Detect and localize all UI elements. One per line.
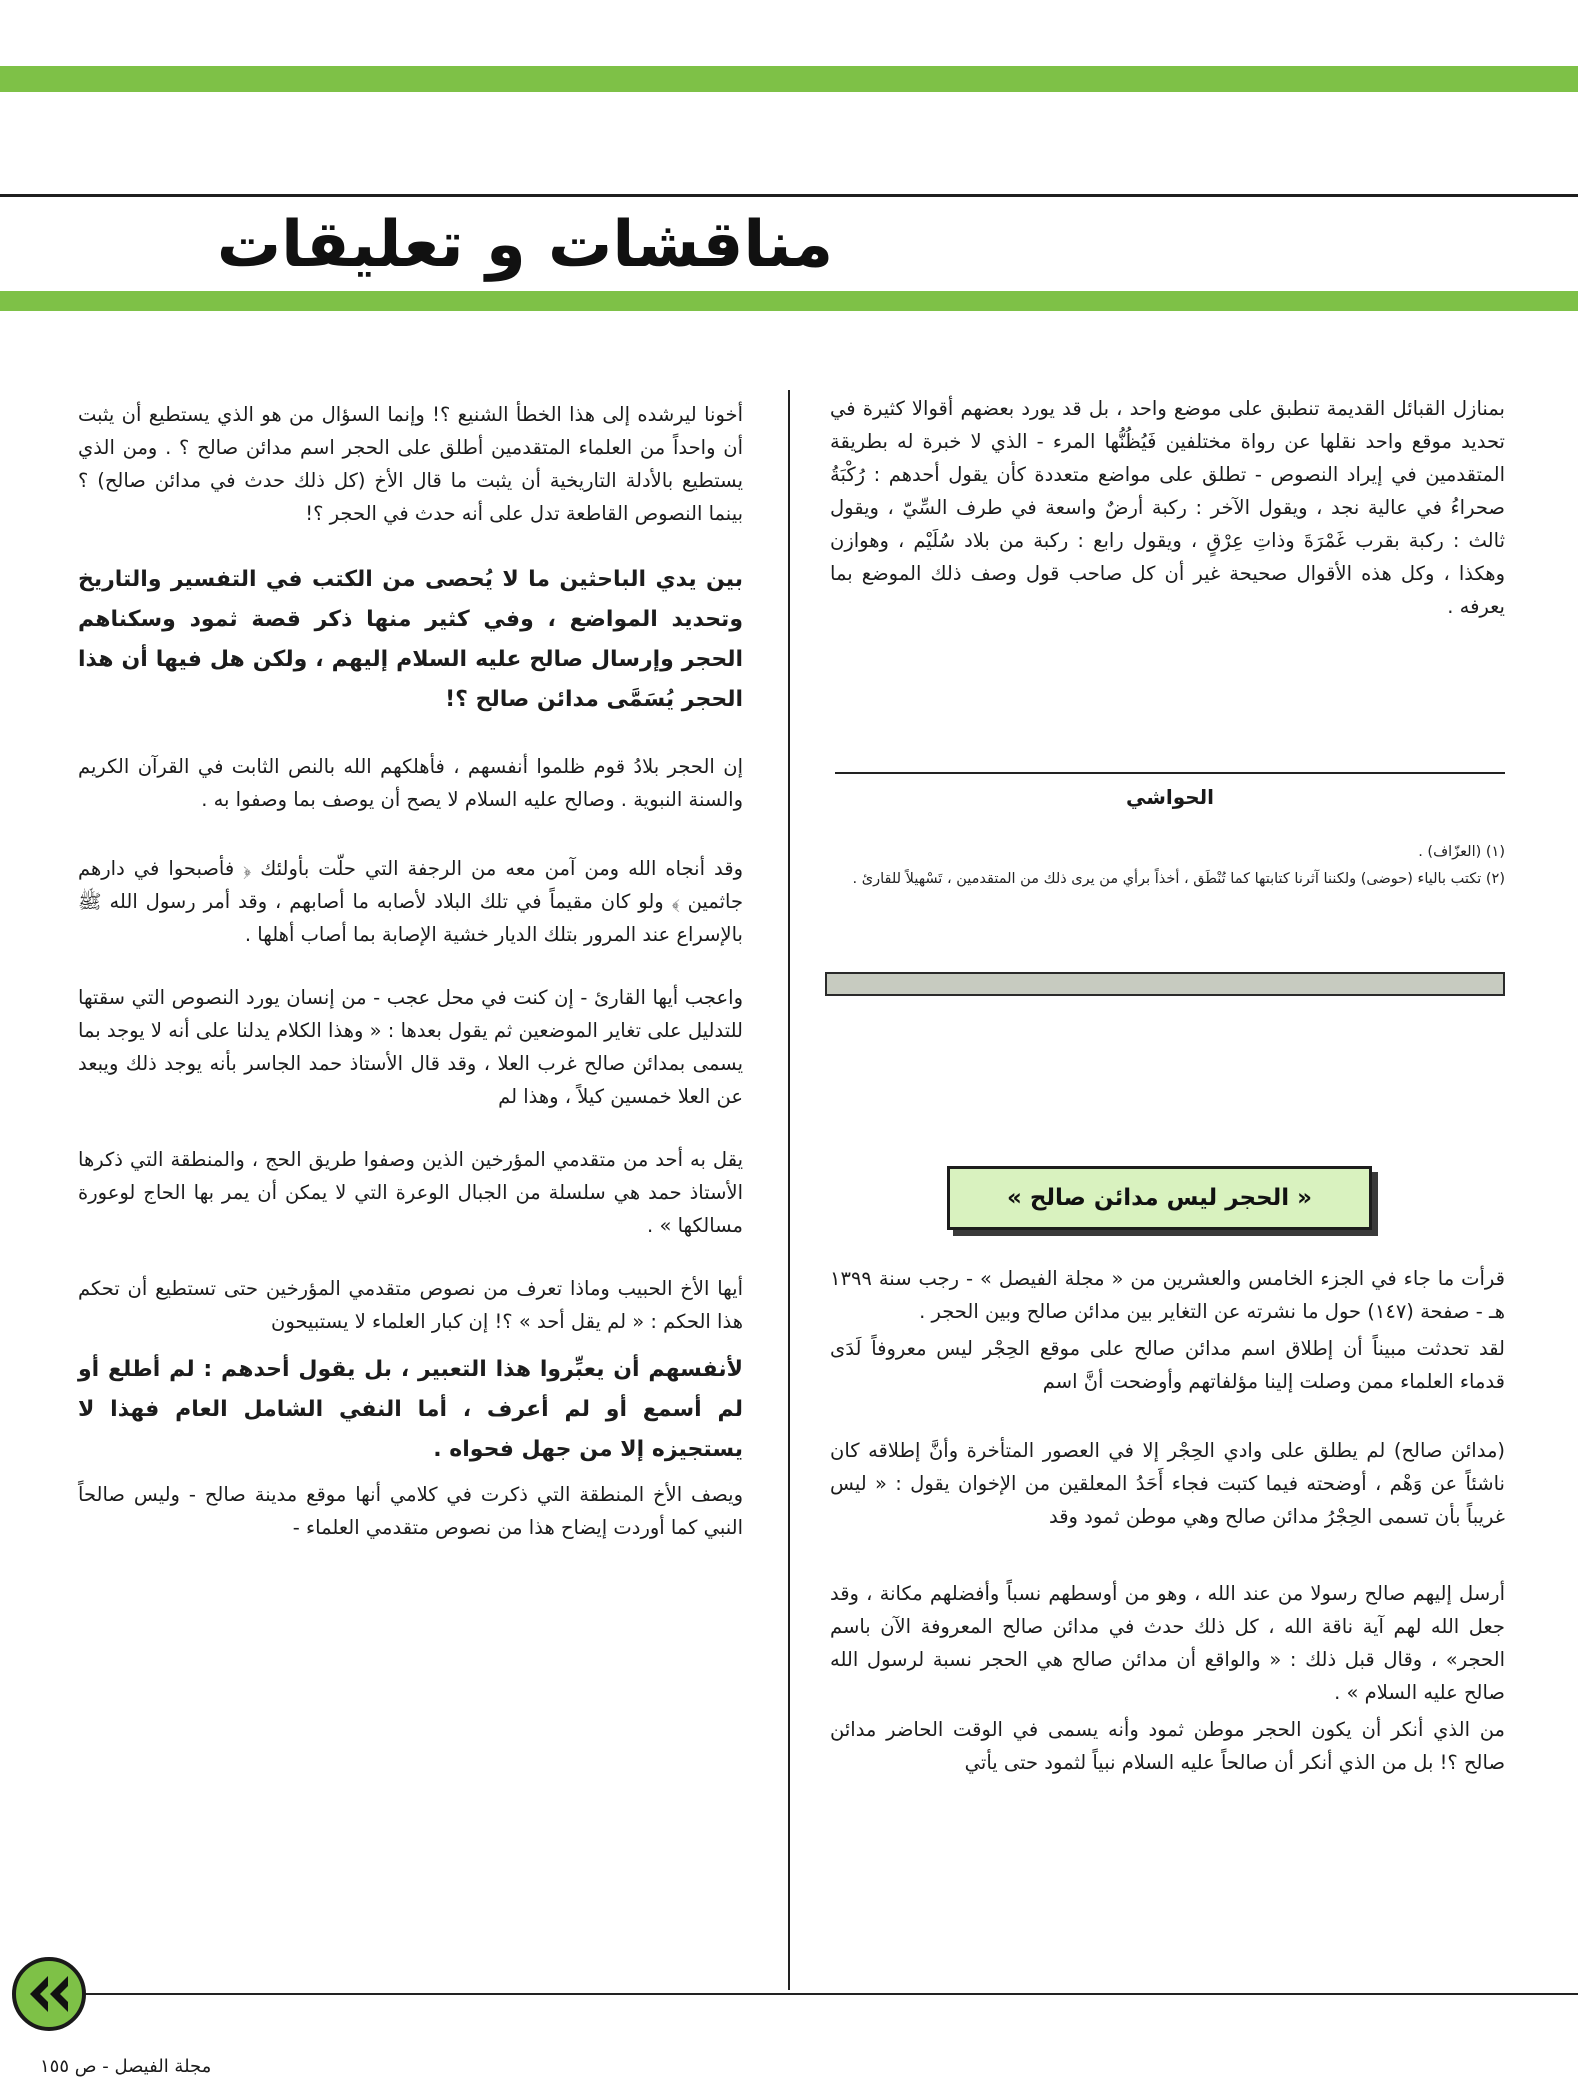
article-paragraph-bold: بين يدي الباحثين ما لا يُحصى من الكتب في التفسير والتاريخ وتحديد المواضع ، وفي كثير منها ذكر قصة ثمود وسكناهم الحجر وإرسال صالح عليه السلام إليهم ، ولكن هل فيها أن هذا الحجر يُسَمَّى مدائن صالح ؟! [78,567,743,712]
article-paragraph: وقد أنجاه الله ومن آمن معه من الرجفة التي حلّت بأولئك ﴿ فأصبحوا في دارهم جاثمين ﴾ ولو كان مقيماً في تلك البلاد لأصابه ما أصابهم ، وقد أمر رسول الله ﷺ بالإسراع عند المرور بتلك الديار خشية الإصابة بما أصاب أهلها . [78,857,743,946]
footnote-2: (٢) تكتب بالياء (حوضى) ولكننا آثرنا كتابتها كما تُنْطَق ، أخذاً برأي من يرى ذلك من المتقدمين ، تَسْهيلاً للقارئ . [852,871,1505,887]
article-paragraph: يقل به أحد من متقدمي المؤرخين الذين وصفوا طريق الحج ، والمنطقة التي ذكرها الأستاذ حمد هي سلسلة من الجبال الوعرة التي لا يمكن أن يمر بها الحاج لوعورة مسالكها » . [78,1148,743,1237]
article-paragraph: قرأت ما جاء في الجزء الخامس والعشرين من « مجلة الفيصل » - رجب سنة ١٣٩٩ هـ - صفحة (١٤٧) حول ما نشرته عن التغاير بين مدائن صالح وبين الحجر . [830,1267,1505,1323]
section-separator-bar [825,972,1505,996]
right-column-article [830,1262,1505,1815]
title-green-band [0,291,1578,311]
article-paragraph: (مدائن صالح) لم يطلق على وادي الحِجْر إلا في العصور المتأخرة وأنَّ إطلاقه كان ناشئاً عن وَهْم ، أوضحته فيما كتبت فجاء أَحَدُ المعلقين من الإخوان يقول : « ليس غريباً بأن تسمى الحِجْرُ مدائن صالح وهي موطن ثمود وقد [830,1439,1505,1528]
article-paragraph: ويصف الأخ المنطقة التي ذكرت في كلامي أنها موقع مدينة صالح - وليس صالحاً النبي كما أوردت إيضاح هذا من نصوص متقدمي العلماء - [78,1483,743,1539]
intro-paragraph: بمنازل القبائل القديمة تنطبق على موضع واحد ، بل قد يورد بعضهم أقوالا كثيرة في تحديد موقع واحد نقلها عن رواة مختلفين فَيُظُنُّها المرء - الذي لا خبرة له بطريقة المتقدمين في إيراد النصوص - تطلق على مواضع متعددة كأن يقول أحدهم : رُكْبَةُ صحراءُ في عالية نجد ، ويقول الآخر : ركبة أرضٌ واسعة في طرف السِّيّ ، ويقول ثالث : ركبة بقرب غَمْرَةَ وذاتِ عِرْقٍ ، ويقول رابع : ركبة من بلاد سُلَيْم ، وهوازن وهكذا ، وكل هذه الأقوال صحيحة غير أن كل صاحب قول وصف ذلك الموضع بما يعرفه . [830,397,1505,618]
column-divider [788,390,790,1990]
article-paragraph: من الذي أنكر أن يكون الحجر موطن ثمود وأنه يسمى في الوقت الحاضر مدائن صالح ؟! بل من الذي أنكر أن صالحاً عليه السلام نبياً لثمود حتى يأتي [830,1718,1505,1774]
article-paragraph: واعجب أيها القارئ - إن كنت في محل عجب - من إنسان يورد النصوص التي سقتها للتدليل على تغاير الموضعين ثم يقول بعدها : « وهذا الكلام يدلنا على أنه لا يوجد بما يسمى بمدائن صالح غرب العلا ، وقد قال الأستاذ حمد الجاسر بأنه يوجد ذلك ويبعد عن العلا خمسين كيلاً ، وهذا لم [78,986,743,1108]
footer-rule [40,1993,1578,1995]
page-badge [12,1957,86,2031]
article-paragraph-bold: لأنفسهم أن يعبِّروا هذا التعبير ، بل يقول أحدهم : لم أطلع أو لم أسمع أو لم أعرف ، أما النفي الشامل العام فهذا لا يستجيزه إلا من جهل فحواه . [78,1357,743,1462]
page-title: مناقشات و تعليقات [216,208,834,282]
left-column [78,398,743,1544]
top-green-band [0,66,1578,92]
right-column-intro [830,392,1505,659]
double-chevron-left-icon [26,1974,72,2014]
article-paragraph: أخونا ليرشده إلى هذا الخطأ الشنيع ؟! وإنما السؤال من هو الذي يستطيع أن يثبت أن واحداً من العلماء المتقدمين أطلق على الحجر اسم مدائن صالح ؟ . ومن الذي يستطيع بالأدلة التاريخية أن يثبت ما قال الأخ (كل ذلك حدث في مدائن صالح) ؟ بينما النصوص القاطعة تدل على أنه حدث في الحجر ؟! [78,403,743,525]
footnotes-rule [835,772,1505,774]
footer-caption: مجلة الفيصل - ص ١٥٥ [40,2056,212,2077]
article-title-box: « الحجر ليس مدائن صالح » [947,1166,1372,1230]
article-paragraph: إن الحجر بلادُ قوم ظلموا أنفسهم ، فأهلكهم الله بالنص الثابت في القرآن الكريم والسنة النبوية . وصالح عليه السلام لا يصح أن يوصف بما وصفوا به . [78,755,743,811]
article-paragraph: لقد تحدثت مبيناً أن إطلاق اسم مدائن صالح على موقع الحِجْر ليس معروفاً لَدَى قدماء العلماء ممن وصلت إلينا مؤلفاتهم وأوضحت أنَّ اسم [830,1337,1505,1393]
footnotes-heading: الحواشي [1125,785,1215,809]
header-rule [0,194,1578,197]
article-paragraph: أيها الأخ الحبيب وماذا تعرف من نصوص متقدمي المؤرخين حتى تستطيع أن تحكم هذا الحكم : « لم يقل أحد » ؟! إن كبار العلماء لا يستبيحون [78,1277,743,1333]
article-paragraph: أرسل إليهم صالح رسولا من عند الله ، وهو من أوسطهم نسباً وأفضلهم مكانة ، وقد جعل الله لهم آية ناقة الله ، كل ذلك حدث في مدائن صالح المعروفة الآن باسم الحجر» ، وقال قبل ذلك : « والواقع أن مدائن صالح هي الحجر نسبة لرسول الله صالح عليه السلام » . [830,1582,1505,1704]
footnote-1: (١) (العزّاف) . [1418,844,1505,860]
footnotes [835,840,1505,894]
